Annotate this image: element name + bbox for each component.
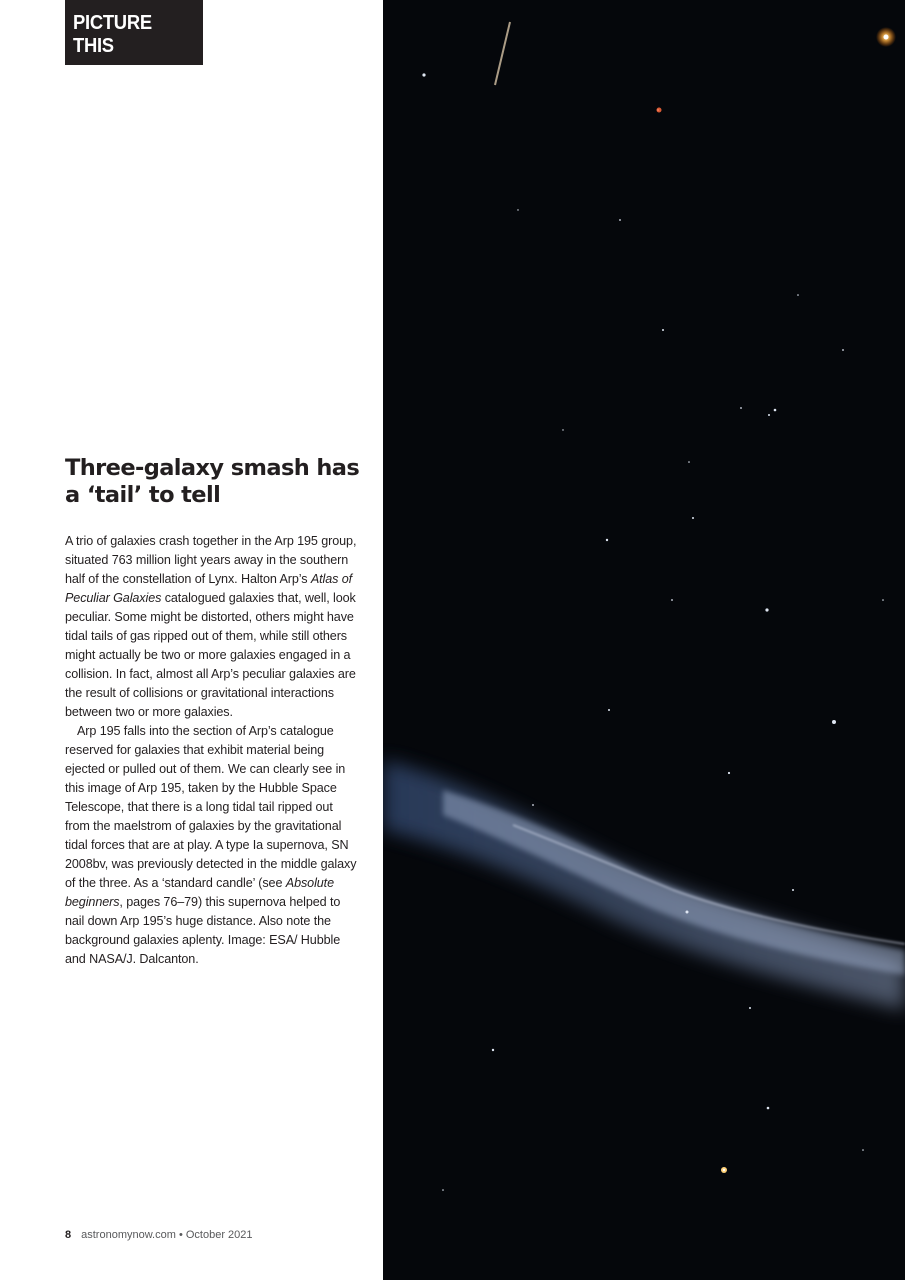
paragraph-1-end: catalogued galaxies that, well, look peculiar. Some might be distorted, others might have tidal tails of gas ripped out of them, while still others might actually be two or more galaxies engaged in a collision. In fact, almost all Arp’s peculiar galaxies are the result of collisions or gravitational interactions between two or more galaxies. — [65, 591, 356, 719]
galaxy-photo — [383, 0, 905, 1280]
sky-background — [383, 0, 905, 1280]
text-column — [0, 0, 383, 1280]
paragraph-2 — [65, 722, 357, 969]
footer-separator: • — [175, 1229, 186, 1241]
paragraph-1-start: A trio of galaxies crash together in the Arp 195 group, situated 763 million light years away in the southern half of the constellation of Lynx. Halton Arp’s — [65, 534, 357, 586]
footer-date: October 2021 — [185, 1229, 253, 1241]
article-body — [65, 532, 357, 969]
cross-reference-italic: Absolute beginners — [65, 876, 334, 909]
paragraph-2-end: , pages 76–79) this supernova helped to nail down Arp 195’s huge distance. Also note the background galaxies aplenty. Image: ESA/ Hubble and NASA/J. Dalcanton. — [65, 895, 341, 966]
page-number: 8 — [65, 1229, 72, 1241]
footer-site: astronomynow.com — [81, 1229, 176, 1241]
page-footer — [65, 1229, 253, 1241]
section-tag — [65, 0, 203, 65]
red-star — [657, 108, 662, 113]
paragraph-1 — [65, 532, 357, 722]
section-tag-label: PICTURE THIS — [73, 12, 152, 57]
bright-star — [876, 27, 896, 47]
article-headline: Three-galaxy smash has a ‘tail’ to tell — [65, 455, 360, 508]
paragraph-2-start: Arp 195 falls into the section of Arp’s catalogue reserved for galaxies that exhibit material being ejected or pulled out of them. We can clearly see in this image of Arp 195, taken by the Hubble Space Telescope, that there is a long tidal tail ripped out from the maelstrom of galaxies by the gravitational tidal forces that are at play. A type Ia supernova, SN 2008bv, was previously detected in the middle galaxy of the three. As a ‘standard candle’ (see — [65, 724, 357, 890]
galaxy-photo-graphic — [383, 0, 905, 1280]
book-title-italic: Atlas of Peculiar Galaxies — [65, 572, 353, 605]
